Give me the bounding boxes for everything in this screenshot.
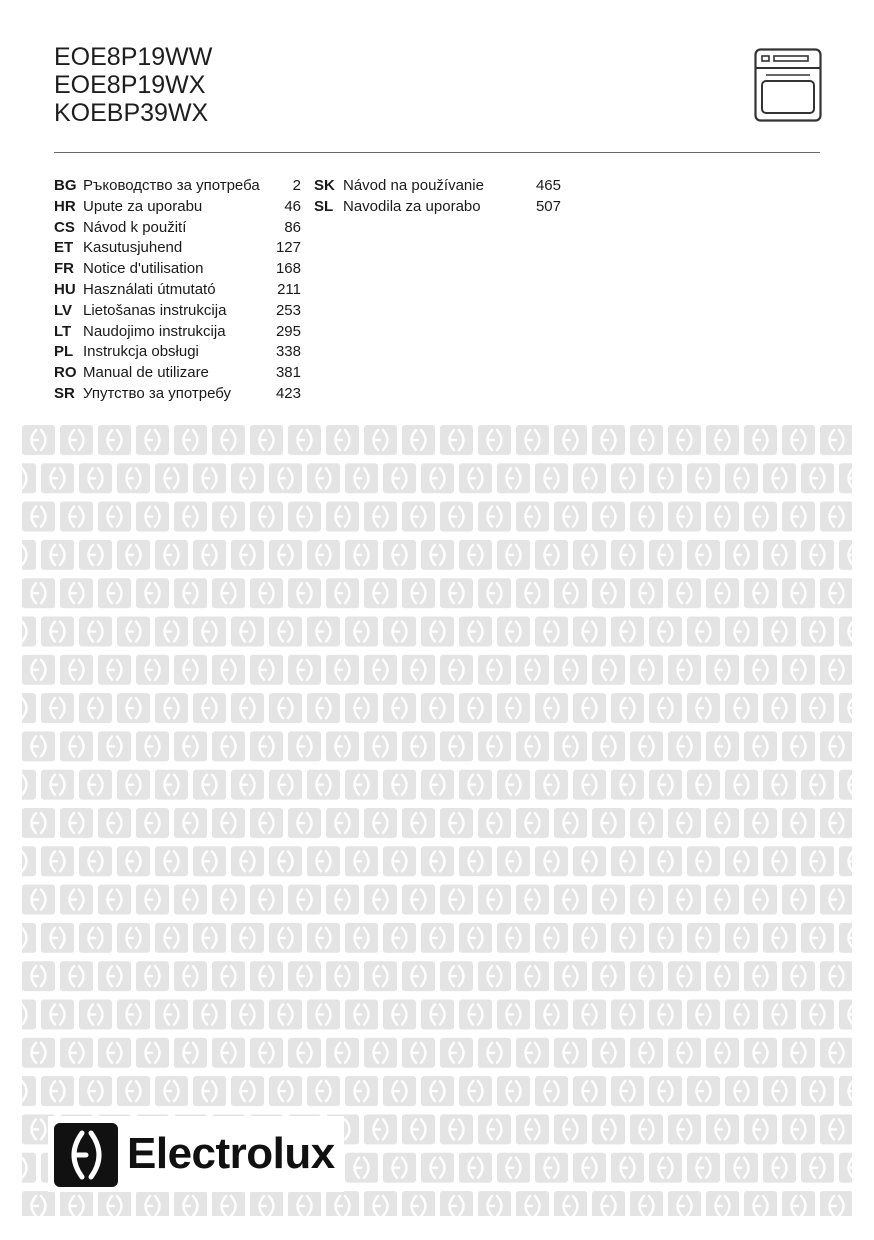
language-list-column-1 [54,176,301,405]
language-entry [54,384,301,405]
language-entry [54,197,301,218]
page-number: 46 [284,197,301,215]
page-number: 86 [284,218,301,236]
language-title: Kasutusjuhend [83,239,183,257]
page-number: 2 [292,177,301,194]
language-entry [54,238,301,259]
page-number: 211 [277,280,301,298]
language-title: Upute za uporabu [83,197,203,215]
language-entry [54,363,301,384]
oven-icon [754,48,822,122]
language-entry [54,259,301,280]
language-entry [54,301,301,322]
language-entry [54,218,301,239]
page-number: 295 [275,322,301,340]
language-entry [54,176,301,197]
language-title: Manual de utilizare [83,364,209,382]
page-number: 465 [535,177,561,194]
language-entry [314,176,561,197]
brand-wordmark: Electrolux [127,1129,335,1178]
language-title: Naudojimo instrukcija [83,322,226,340]
page-number: 127 [275,239,301,257]
language-list-column-2 [314,176,561,218]
language-title: Ръководство за употреба [83,177,260,194]
language-code: SK [314,177,335,194]
model-number: EOE8P19WW [54,43,213,71]
page-number: 507 [535,197,561,215]
page-number: 168 [275,260,301,278]
language-code: HR [54,197,76,215]
language-title: Navodila za uporabo [343,197,481,215]
language-entry [54,280,301,301]
language-code: LV [54,301,73,319]
language-code: ET [54,239,74,257]
electrolux-logo-pattern [22,425,852,1216]
model-number: EOE8P19WX [54,71,206,99]
language-code: CS [54,218,75,236]
header-divider [54,152,820,153]
language-title: Instrukcja obsługi [83,343,199,361]
language-title: Notice d'utilisation [83,260,204,278]
page-number: 423 [275,384,301,402]
model-number: KOEBP39WX [54,99,209,127]
page-number: 338 [275,343,301,361]
language-code: HU [54,280,76,298]
language-title: Návod na používanie [343,177,484,194]
page-number: 253 [275,301,301,319]
model-list [54,43,212,127]
electrolux-logo-icon [54,1123,118,1187]
language-title: Lietošanas instrukcija [83,301,227,319]
language-code: BG [54,177,77,194]
language-title: Упутство за употребу [83,384,232,402]
language-entry [314,197,561,218]
language-entry [54,342,301,363]
language-title: Návod k použití [83,218,187,236]
language-entry [54,322,301,343]
language-code: RO [54,364,77,382]
language-title: Használati útmutató [83,280,216,298]
language-code: SR [54,384,75,402]
language-code: LT [54,322,72,340]
language-code: FR [54,260,74,278]
language-code: SL [314,197,334,215]
language-code: PL [54,343,74,361]
page-number: 381 [275,364,301,382]
